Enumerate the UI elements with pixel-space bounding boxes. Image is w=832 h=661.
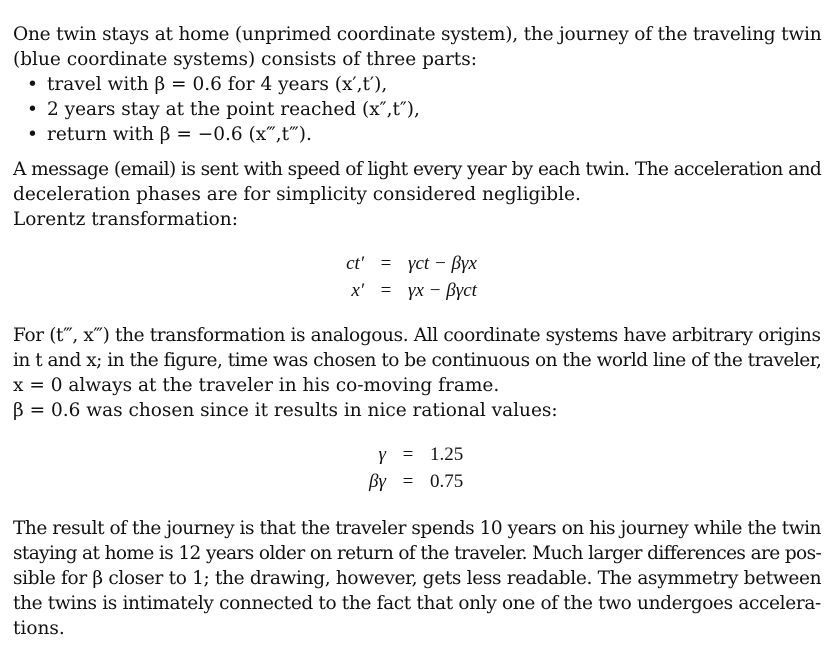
transformation-paragraph (13, 323, 821, 423)
equation-row (346, 471, 463, 498)
transformation-line-3: x = 0 always at the traveler in his co-moving frame. (13, 375, 500, 396)
equation-value: 0.75 (430, 471, 464, 492)
conclusion-paragraph (13, 516, 821, 641)
conclusion-line-1: The result of the journey is that the traveler spends 10 years on his journey while the twin (13, 518, 821, 539)
transformation-line-4: β = 0.6 was chosen since it results in nice rational values: (13, 400, 558, 421)
equation-rhs: γct − βγx (408, 253, 477, 274)
list-item: • travel with β = 0.6 for 4 years (x′,t′), (27, 72, 821, 97)
equation-row (346, 444, 463, 471)
equation-lhs: x′ (351, 280, 364, 301)
equals-sign: = (402, 471, 414, 492)
intro-paragraph (13, 22, 821, 147)
equation-value: 1.25 (430, 444, 464, 465)
transformation-line-1: For (t‴, x‴) the transformation is analogous. All coordinate systems have arbitrary origins (13, 325, 821, 346)
equation-row (316, 280, 477, 307)
conclusion-line-5: tions. (13, 618, 65, 639)
equation-rhs: γx − βγct (408, 280, 477, 301)
intro-line-1: One twin stays at home (unprimed coordinate system), the journey of the traveling twin (13, 24, 822, 45)
intro-line-2: (blue coordinate systems) consists of three parts: (13, 49, 477, 70)
equation-lhs: γ (378, 444, 386, 465)
conclusion-line-3: sible for β closer to 1; the drawing, however, gets less readable. The asymmetry between (13, 568, 822, 589)
lorentz-equations (316, 253, 477, 307)
message-paragraph (13, 157, 821, 232)
equals-sign: = (380, 253, 392, 274)
equation-lhs: ct′ (346, 253, 364, 274)
list-item: • 2 years stay at the point reached (x″,t″), (27, 97, 821, 122)
conclusion-line-2: staying at home is 12 years older on return of the traveler. Much larger differences are pos- (13, 543, 822, 564)
journey-parts-list (13, 72, 821, 147)
equals-sign: = (380, 280, 392, 301)
equals-sign: = (402, 444, 414, 465)
list-item: • return with β = −0.6 (x‴,t‴). (27, 122, 821, 147)
transformation-line-2: in t and x; in the figure, time was chosen to be continuous on the world line of the traveler, (13, 350, 822, 371)
message-line-1: A message (email) is sent with speed of light every year by each twin. The acceleration and (13, 159, 822, 180)
equation-row (316, 253, 477, 280)
message-line-2: deceleration phases are for simplicity considered negligible. (13, 184, 581, 205)
conclusion-line-4: the twins is intimately connected to the fact that only one of the two undergoes accelera- (13, 593, 821, 614)
gamma-values (346, 444, 463, 498)
equation-lhs: βγ (369, 471, 386, 492)
lorentz-heading: Lorentz transformation: (13, 209, 238, 230)
